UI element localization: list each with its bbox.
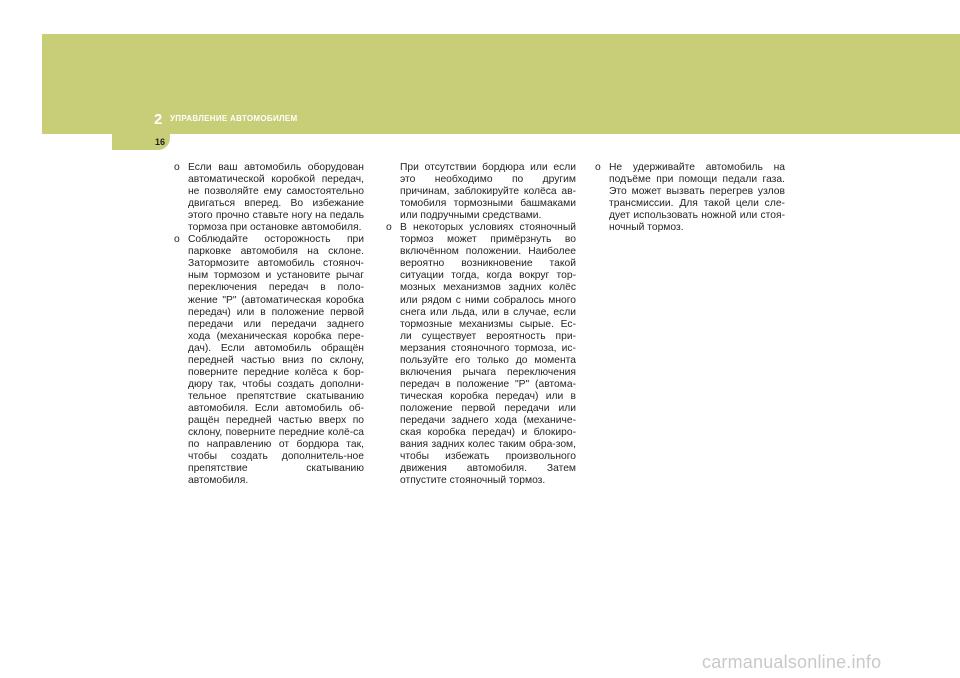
chapter-number: 2: [154, 111, 163, 128]
watermark-link[interactable]: carmanualsonline.info: [702, 652, 882, 672]
bullet-paragraph: [595, 162, 785, 234]
paragraph-text: Если ваш автомобиль оборудован автоматической коробкой передач, не позволяйте ему самостоятельно двигаться вперед. Во избежание этого прочно ставьте ногу на педаль тормоза при остановке автомобиля.: [188, 162, 364, 234]
bullet-marker: o: [386, 222, 392, 234]
page-number: 16: [155, 137, 166, 147]
paragraph-text: Соблюдайте осторожность при парковке автомобиля на склоне. Затормозите автомобиль стояноч-ным тормозом и установите рычаг переключения передач в поло-жение "P" (автоматическая коробка передач) или в положение первой передачи или передачи заднего хода (механическая коробка пере-дач). Если автомобиль обращён передней частью вниз по склону, поверните передние колёса к бор-дюру так, чтобы создать дополни-тельное препятствие скатыванию автомобиля. Если автомобиль об-ращён передней частью вверх по склону, поверните передние колё-са по направлению от бордюра так, чтобы создать дополнитель-ное препятствие скатыванию автомобиля.: [188, 234, 364, 487]
bullet-marker: o: [174, 234, 180, 246]
paragraph-text: При отсутствии бордюра или если это необходимо по другим причинам, заблокируйте колёса ав-томобиля тормозными башмаками или подручными средствами.: [400, 162, 576, 222]
text-column-3: [595, 162, 785, 234]
chapter-title: УПРАВЛЕНИЕ АВТОМОБИЛЕМ: [170, 114, 298, 123]
paragraph-text: В некоторых условиях стояночный тормоз может примёрзнуть во включённом положении. Наиболее вероятно возникновение такой ситуации тогда, когда вокруг тор-мозных механизмов задних колёс или рядом с ними собралось много снега или льда, или в случае, если тормозные механизмы сырые. Ес-ли существует вероятность при-мерзания стояночного тормоза, ис-пользуйте его только до момента включения рычага переключения передач в положение "P" (автома-тическая коробка передач) или в положение первой передачи или передачи заднего хода (механиче-ская коробка передач) и блокиро-вания задних колес таким обра-зом, чтобы избежать произвольного движения автомобиля. Затем отпустите стояночный тормоз.: [400, 222, 576, 487]
bullet-marker: o: [595, 162, 601, 173]
bullet-marker: o: [174, 162, 180, 173]
bullet-paragraph: [386, 222, 576, 487]
bullet-paragraph: [174, 234, 364, 487]
text-column-1: [174, 162, 364, 487]
text-column-2: [386, 162, 576, 487]
paragraph-text: Не удерживайте автомобиль на подъёме при помощи педали газа. Это может вызвать перегрев узлов трансмиссии. Для такой цели сле-дует использовать ножной или стоя-ночный тормоз.: [609, 162, 785, 234]
bullet-paragraph: [174, 162, 364, 234]
